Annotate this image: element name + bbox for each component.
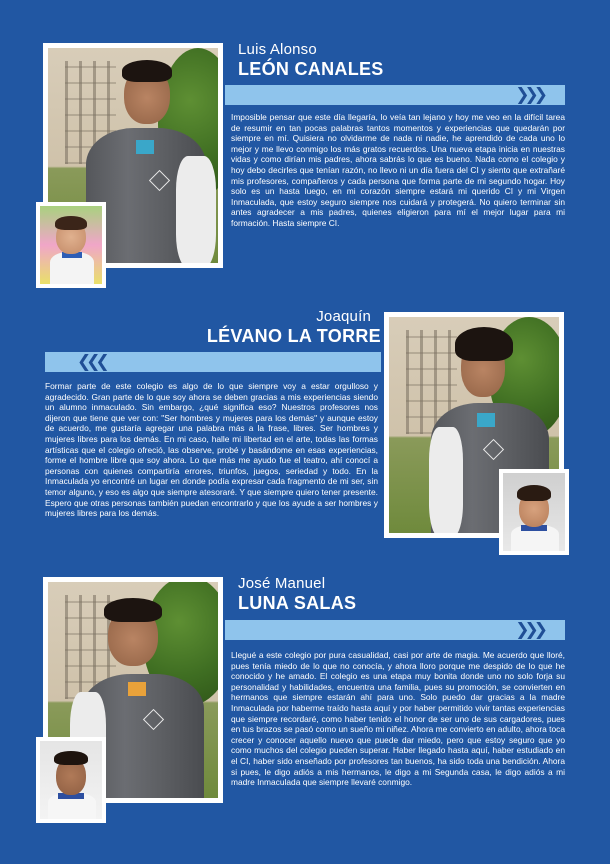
student-last-name: LÉVANO LA TORRE — [206, 326, 381, 346]
student-last-name: LEÓN CANALES — [238, 59, 384, 79]
childhood-photo — [36, 737, 106, 823]
childhood-photo — [499, 469, 569, 555]
student-message: Formar parte de este colegio es algo de lo que siempre voy a estar orgulloso y agradecido. Gran parte de lo que soy ahora se deben gracias a mis experiencias siendo un alumno inmaculado. Sin embargo, ¿qué significa eso? Nuestros profesores nos dijeron que tiene que ver con: "Ser hombres y mujeres para los demás" y aunque estoy de acuerdo, me gustaría agregar una palabra más a la frase, libres. Ser hombres y mujeres libres para los demás. En mi caso, halle mi libertad en el arte, todas las formas artísticas que el colegio ofreció, las observe, probé y basándome en esas experiencias, forme el hombre libre que soy ahora. Lo que más me ayudo fue el teatro, ahí conocí a personas con quienes compartiría errores, triunfos, juegos, seriedad y todo. En la Inmaculada yo encontré un lugar en donde podía expresar cada fragmento de mi ser, sin temor alguno, y eso es algo que siempre atesoraré. Y que siempre quiero tener presente. Espero que otras personas también puedan encontrarlo y que los ayude a ser hombres y mujeres libres para los demás. — [45, 381, 378, 519]
childhood-photo — [36, 202, 106, 288]
student-first-name: Joaquín — [316, 308, 371, 325]
chevron-right-icon: ❯❯❯ — [515, 85, 543, 104]
student-first-name: Luis Alonso — [238, 41, 317, 58]
chevron-left-icon: ❮❮❮ — [77, 352, 105, 371]
student-message: Llegué a este colegio por pura casualidad, casi por arte de magia. Me acuerdo que lloré, pues tenía miedo de lo que no conocía, y ahora lloro porque me despido de lo que he conocido y he amado. El colegio es una etapa muy bonita donde uno no solo forja su personalidad y habilidades, encuentra una familia, pues su promoción, se convierten en hermanos que siempre estarán ahí para uno. Solo puedo dar gracias a la madre Inmaculada por haberme traído hasta aquí y por haber permitido vivir tantas experiencias que siempre recordaré, como haber tenido el honor de ser uno de sus cargadores, pues en tus brazos se pasó como un sueño mi niñez. Ahora me convierto en adulto, ahora toca crecer y conocer aquello nuevo que puede dar miedo, pero que estoy seguro que yo como muchos del colegio pueden superar. Haber llegado hasta aquí, haber estudiado en el CI, haber sido enseñado por profesores tan buenos, ha sido toda una bendición. Ahora si pues, le digo adiós a mis hermanos, le digo a mi Segunda casa, le digo adiós a mi madre Inmaculada que siempre llevaré conmigo. — [231, 650, 565, 788]
student-last-name: LUNA SALAS — [238, 593, 357, 613]
accent-band — [225, 620, 565, 640]
accent-band — [225, 85, 565, 105]
student-message: Imposible pensar que este día llegaría, lo veía tan lejano y hoy me veo en la difícil tarea de resumir en tan pocas palabras tantos momentos y experiencias que quedarán por siempre en mí. Quisiera no olvidarme de nada ni nadie, he aprendido de cada uno lo mejor y me llevo conmigo los más gratos recuerdos. Una nueva etapa inicia en nuestras vidas y como dirían mis padres, ahora sabrás lo que es bueno. Nada como el colegio y hoy debo decirles que tenían razón, no llevo ni un día fuera del CI y siento que extrañaré mis profesores, compañeros y cada persona que forma parte de mi segundo hogar. Hoy solo es un hasta luego, en mi corazón siempre estará mi querido CI y mi Virgen Inmaculada, que estoy seguro siempre nos cuidará y protegerá. No quiero terminar sin antes agradecer a mis padres, quienes eligieron para mí el mejor lugar para mi formación. Hasta siempre CI. — [231, 112, 565, 228]
student-first-name: José Manuel — [238, 575, 326, 592]
accent-band — [45, 352, 381, 372]
chevron-right-icon: ❯❯❯ — [515, 620, 543, 639]
